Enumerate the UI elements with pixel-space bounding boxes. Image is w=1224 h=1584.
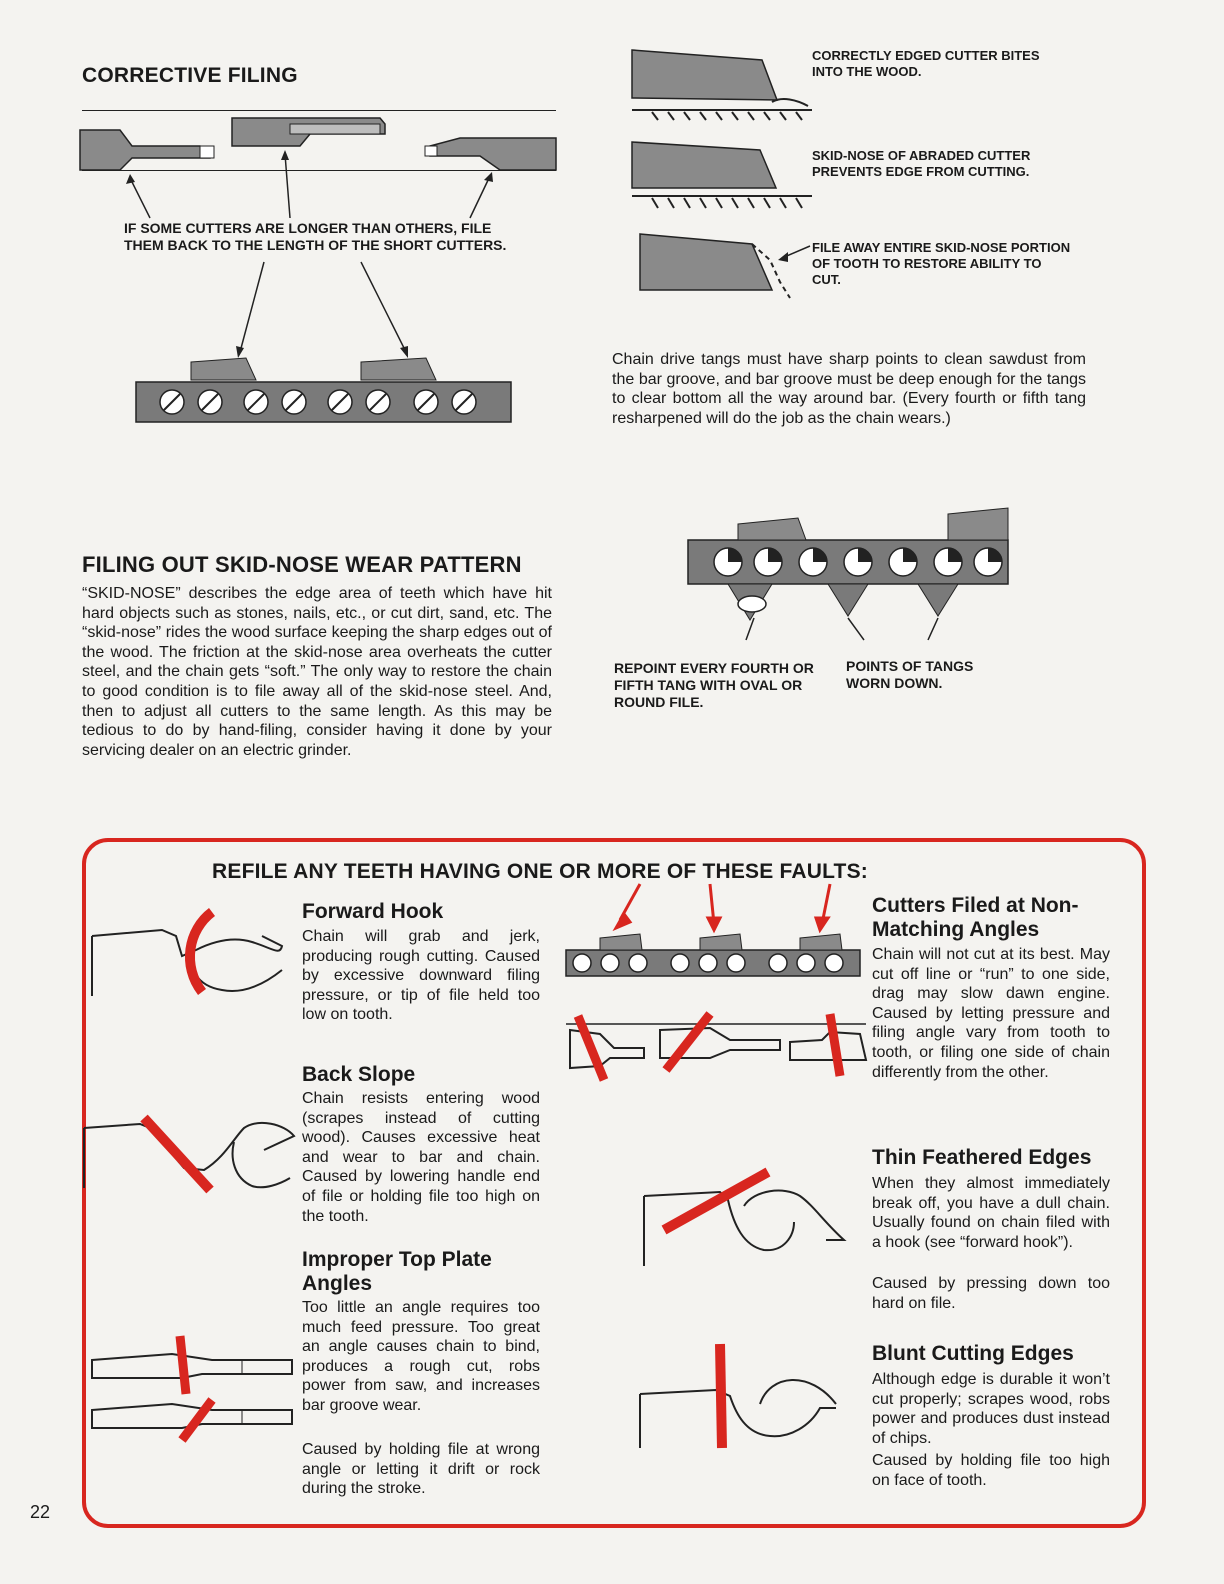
faults-heading: REFILE ANY TEETH HAVING ONE OR MORE OF THESE FAULTS: bbox=[212, 860, 868, 883]
blunt-edges-illustration bbox=[640, 1344, 850, 1454]
top-plate-illustration bbox=[92, 1330, 292, 1460]
top-plate-body1: Too little an angle requires too much feed pressure. Too great an angle causes chain to bind, produces a rough cut, robs power from saw, and increases bar groove wear. bbox=[302, 1299, 540, 1414]
chain-side-illustration bbox=[136, 262, 516, 432]
worn-caption: POINTS OF TANGS WORN DOWN. bbox=[846, 658, 974, 691]
thin-feathered-body1: When they almost immediately break off, you have a dull chain. Usually found on chain filed with a hook (see “forward hook”). bbox=[872, 1175, 1110, 1251]
corrective-filing-heading: CORRECTIVE FILING bbox=[82, 64, 298, 87]
forward-hook-title: Forward Hook bbox=[302, 900, 444, 923]
tangs-text: Chain drive tangs must have sharp points to clean sawdust from the bar groove, and bar groove must be deep enough for the tangs to clear bottom all the way around bar. (Every fourth or fifth tang resharpened will do the job as the chain wears.) bbox=[612, 351, 1086, 427]
top-plate-title: Improper Top Plate Angles bbox=[302, 1248, 492, 1295]
forward-hook-illustration bbox=[92, 906, 292, 1006]
correct-cutter-illustration bbox=[632, 40, 812, 120]
page-number: 22 bbox=[30, 1502, 51, 1522]
non-matching-title: Cutters Filed at Non-Matching Angles bbox=[872, 894, 1079, 941]
repoint-caption: REPOINT EVERY FOURTH OR FIFTH TANG WITH OVAL OR ROUND FILE. bbox=[614, 660, 814, 710]
skid-nose-heading: FILING OUT SKID-NOSE WEAR PATTERN bbox=[82, 552, 522, 577]
back-slope-illustration bbox=[84, 1098, 294, 1198]
top-plate-body2: Caused by holding file at wrong angle or letting it drift or rock during the stroke. bbox=[302, 1441, 540, 1498]
non-matching-illustration bbox=[560, 884, 866, 1084]
caption-skid-nose-cutter: SKID-NOSE OF ABRADED CUTTER PREVENTS EDGE FROM CUTTING. bbox=[812, 148, 1031, 179]
caption-file-away: FILE AWAY ENTIRE SKID-NOSE PORTION OF TOOTH TO RESTORE ABILITY TO CUT. bbox=[812, 240, 1071, 287]
forward-hook-body: Chain will grab and jerk, producing rough cutting. Caused by excessive downward filing pressure, or tip of file held too low on tooth. bbox=[302, 928, 540, 1024]
show-through-text bbox=[420, 40, 437, 100]
thin-feathered-illustration bbox=[644, 1166, 854, 1276]
corrective-filing-caption: IF SOME CUTTERS ARE LONGER THAN OTHERS, FILE THEM BACK TO THE LENGTH OF THE SHORT CUTTERS. bbox=[124, 220, 507, 253]
skid-nose-cutter-illustration bbox=[632, 138, 812, 214]
file-away-illustration bbox=[640, 230, 820, 310]
caption-correct-cutter: CORRECTLY EDGED CUTTER BITES INTO THE WOOD. bbox=[812, 48, 1040, 79]
thin-feathered-title: Thin Feathered Edges bbox=[872, 1146, 1092, 1169]
back-slope-body: Chain resists entering wood (scrapes instead of cutting wood). Causes excessive heat and wear to bar and chain. Caused by lowering handle end of file or holding file too high on the tooth. bbox=[302, 1090, 540, 1225]
blunt-edges-title: Blunt Cutting Edges bbox=[872, 1342, 1074, 1365]
non-matching-body: Chain will not cut at its best. May cut off line or “run” to one side, drag may slow dawn engine. Caused by letting pressure and filing angle vary from tooth to tooth, or filing one side of chain differently from the other. bbox=[872, 946, 1110, 1081]
tang-chain-illustration bbox=[688, 500, 1018, 640]
blunt-edges-body2: Caused by holding file too high on face of tooth. bbox=[872, 1452, 1110, 1489]
skid-nose-body: “SKID-NOSE” describes the edge area of teeth which have hit hard objects such as stones, nails, etc., or cut dirt, sand, etc. The “skid-nose” rides the wood surface keeping the sharp edges out of the wood. The friction at the skid-nose area overheats the cutter steel, and the chain gets “soft.” The only way to restore the chain to good condition is to file away all of the skid-nose steel. And, then to adjust all cutters to the same length. As this may be tedious to do by hand-filing, consider having it done by your servicing dealer on an electric grinder. bbox=[82, 585, 552, 759]
blunt-edges-body1: Although edge is durable it won’t cut properly; scrapes wood, robs power and produces dust instead of chips. bbox=[872, 1371, 1110, 1447]
uneven-cutters-illustration bbox=[80, 110, 560, 220]
back-slope-title: Back Slope bbox=[302, 1063, 416, 1086]
thin-feathered-body2: Caused by pressing down too hard on file. bbox=[872, 1275, 1110, 1312]
